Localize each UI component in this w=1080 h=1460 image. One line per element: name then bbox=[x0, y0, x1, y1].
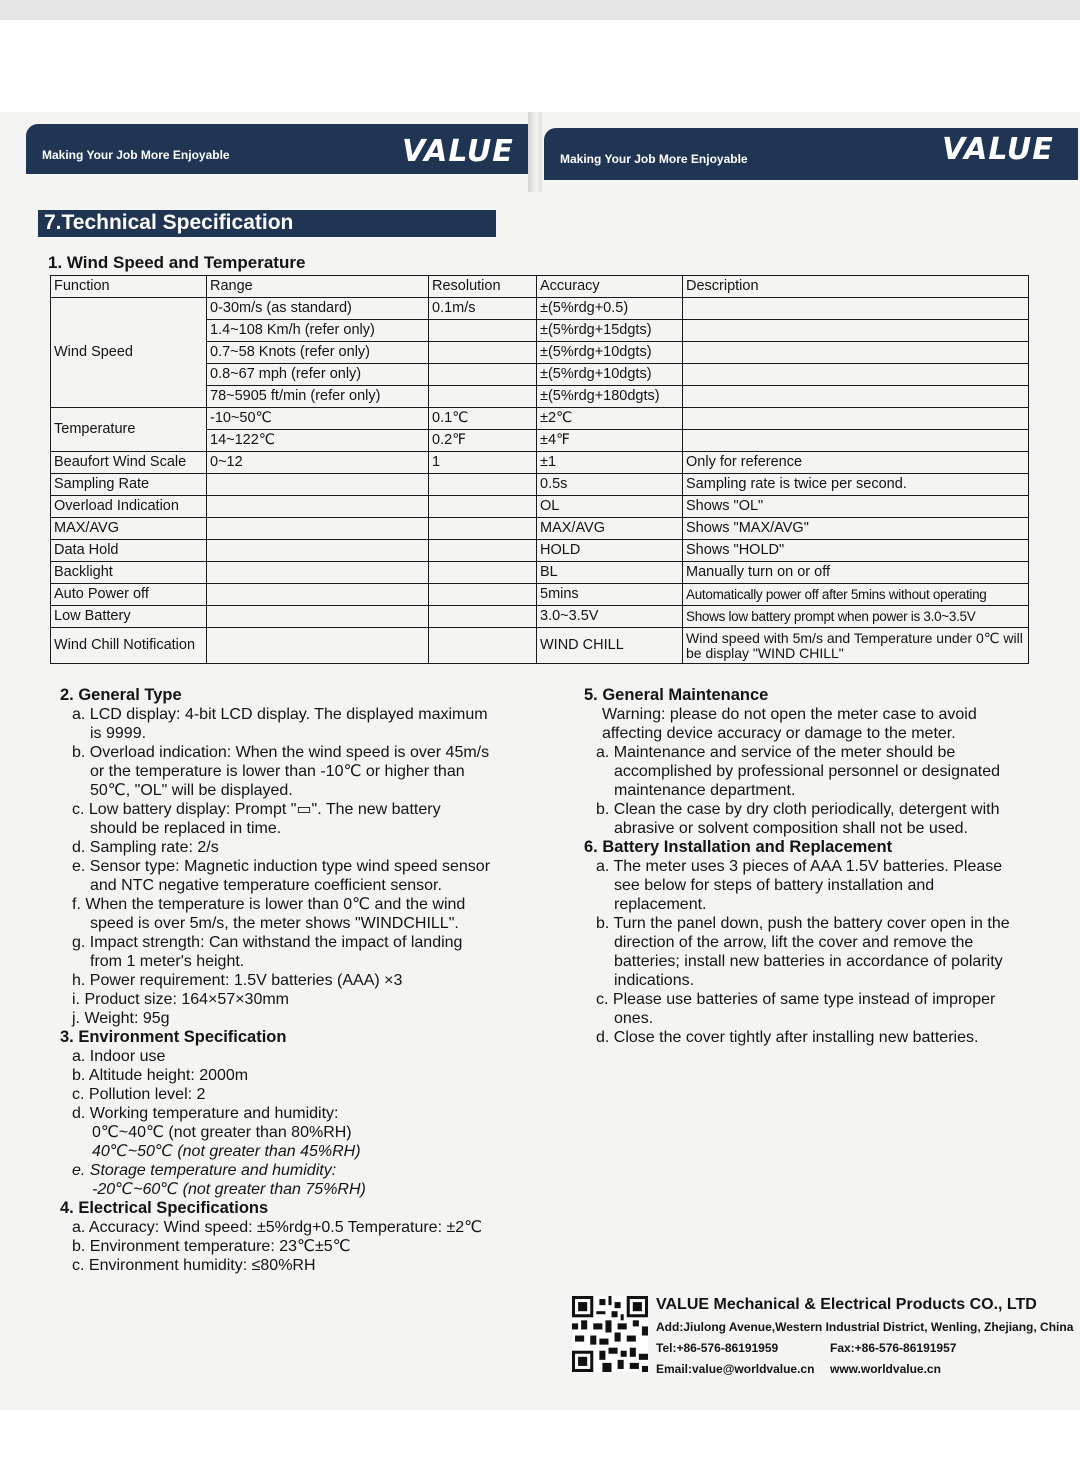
section-heading bbox=[38, 210, 496, 237]
function-cell: Temperature bbox=[51, 408, 207, 452]
list-item: g. Impact strength: Can withstand the impact of landing bbox=[72, 934, 463, 951]
list-item: see below for steps of battery installation and bbox=[614, 877, 935, 894]
list-item: ones. bbox=[614, 1010, 654, 1027]
table-cell: ±(5%rdg+0.5) bbox=[537, 298, 683, 320]
table-cell bbox=[429, 518, 537, 540]
function-cell: Wind Chill Notification bbox=[51, 628, 207, 664]
table-cell: ±(5%rdg+10dgts) bbox=[537, 364, 683, 386]
list-item: and NTC negative temperature coefficient sensor. bbox=[90, 877, 442, 894]
table-cell: 0.2℉ bbox=[429, 430, 537, 452]
table-cell: Manually turn on or off bbox=[683, 562, 1029, 584]
list-item: maintenance department. bbox=[614, 782, 796, 799]
table-cell bbox=[429, 562, 537, 584]
table-cell: ±(5%rdg+180dgts) bbox=[537, 386, 683, 408]
table-cell bbox=[429, 540, 537, 562]
table-row bbox=[51, 584, 1029, 606]
function-cell: Overload Indication bbox=[51, 496, 207, 518]
company-tel: Tel:+86-576-86191959 bbox=[656, 1341, 779, 1355]
table-row bbox=[51, 518, 1029, 540]
list-item: b. Turn the panel down, push the battery cover open in the bbox=[596, 915, 1010, 932]
list-item: e. Storage temperature and humidity: bbox=[72, 1162, 337, 1179]
table-row bbox=[51, 628, 1029, 664]
table-cell bbox=[683, 320, 1029, 342]
list-item: c. Low battery display: Prompt "▭". The new battery bbox=[72, 801, 441, 818]
table-cell: 0~12 bbox=[207, 452, 429, 474]
header-cell: Description bbox=[683, 276, 1029, 298]
table-cell: Shows "MAX/AVG" bbox=[683, 518, 1029, 540]
table-cell bbox=[683, 430, 1029, 452]
list-item: affecting device accuracy or damage to the meter. bbox=[602, 725, 956, 742]
right-column bbox=[584, 686, 1044, 1047]
table-row bbox=[51, 474, 1029, 496]
list-item: d. Sampling rate: 2/s bbox=[72, 839, 219, 856]
table-cell: 14~122℃ bbox=[207, 430, 429, 452]
left-header-band bbox=[26, 124, 528, 174]
table-cell bbox=[207, 606, 429, 628]
battery-heading: 6. Battery Installation and Replacement bbox=[584, 838, 893, 856]
table-cell: 3.0~3.5V bbox=[537, 606, 683, 628]
left-column bbox=[60, 686, 500, 1275]
right-logo: VALUE bbox=[942, 132, 1054, 167]
list-item: e. Sensor type: Magnetic induction type wind speed sensor bbox=[72, 858, 491, 875]
list-item: is 9999. bbox=[90, 725, 147, 742]
table-cell: ±1 bbox=[537, 452, 683, 474]
list-item: direction of the arrow, lift the cover and remove the bbox=[614, 934, 974, 951]
list-item: -20℃~60℃ (not greater than 75%RH) bbox=[92, 1181, 366, 1198]
function-cell: MAX/AVG bbox=[51, 518, 207, 540]
table-cell bbox=[429, 496, 537, 518]
left-tagline: Making Your Job More Enjoyable bbox=[42, 148, 230, 162]
general-type-heading: 2. General Type bbox=[60, 686, 182, 704]
list-item: b. Clean the case by dry cloth periodically, detergent with bbox=[596, 801, 1000, 818]
top-bar bbox=[0, 0, 1080, 20]
header-cell: Resolution bbox=[429, 276, 537, 298]
left-logo: VALUE bbox=[402, 134, 514, 169]
list-item: j. Weight: 95g bbox=[72, 1010, 170, 1027]
table-row bbox=[51, 298, 1029, 320]
header-cell: Range bbox=[207, 276, 429, 298]
table-cell: 0.5s bbox=[537, 474, 683, 496]
list-item: or the temperature is lower than -10℃ or higher than bbox=[90, 763, 465, 780]
table-cell bbox=[429, 606, 537, 628]
header-cell: Accuracy bbox=[537, 276, 683, 298]
table-cell: 0.1℃ bbox=[429, 408, 537, 430]
table-cell bbox=[683, 342, 1029, 364]
section-title: 7.Technical Specification bbox=[44, 211, 294, 234]
electrical-heading: 4. Electrical Specifications bbox=[60, 1199, 269, 1217]
table-cell: MAX/AVG bbox=[537, 518, 683, 540]
list-item: a. Maintenance and service of the meter should be bbox=[596, 744, 956, 761]
table-cell: ±2℃ bbox=[537, 408, 683, 430]
table-cell: 0.7~58 Knots (refer only) bbox=[207, 342, 429, 364]
list-item: c. Pollution level: 2 bbox=[72, 1086, 206, 1103]
function-cell: Sampling Rate bbox=[51, 474, 207, 496]
list-item: 40℃~50℃ (not greater than 45%RH) bbox=[92, 1143, 361, 1160]
table-cell bbox=[429, 474, 537, 496]
table-cell: 78~5905 ft/min (refer only) bbox=[207, 386, 429, 408]
list-item: a. The meter uses 3 pieces of AAA 1.5V batteries. Please bbox=[596, 858, 1003, 875]
company-website: www.worldvalue.cn bbox=[830, 1362, 941, 1376]
table-cell bbox=[683, 386, 1029, 408]
table-cell bbox=[429, 584, 537, 606]
maintenance-heading: 5. General Maintenance bbox=[584, 686, 769, 704]
company-fax: Fax:+86-576-86191957 bbox=[830, 1341, 957, 1355]
header-cell: Function bbox=[51, 276, 207, 298]
list-item: from 1 meter's height. bbox=[90, 953, 245, 970]
table-cell: WIND CHILL bbox=[537, 628, 683, 664]
function-cell: Auto Power off bbox=[51, 584, 207, 606]
list-item: c. Environment humidity: ≤80%RH bbox=[72, 1257, 316, 1274]
list-item: indications. bbox=[614, 972, 695, 989]
list-item: i. Product size: 164×57×30mm bbox=[72, 991, 290, 1008]
list-item: h. Power requirement: 1.5V batteries (AAA) ×3 bbox=[72, 972, 403, 989]
list-item: c. Please use batteries of same type instead of improper bbox=[596, 991, 996, 1008]
table-cell: HOLD bbox=[537, 540, 683, 562]
environment-heading: 3. Environment Specification bbox=[60, 1028, 287, 1046]
table-cell bbox=[683, 298, 1029, 320]
table-cell: Wind speed with 5m/s and Temperature under 0℃ will be display "WIND CHILL" bbox=[683, 628, 1029, 664]
company-name: VALUE Mechanical & Electrical Products CO., LTD bbox=[656, 1296, 1037, 1313]
function-cell: Low Battery bbox=[51, 606, 207, 628]
list-item: b. Overload indication: When the wind speed is over 45m/s bbox=[72, 744, 490, 761]
qr-code-icon bbox=[572, 1296, 648, 1372]
list-item: accomplished by professional personnel or designated bbox=[614, 763, 1001, 780]
table-row bbox=[51, 540, 1029, 562]
table-cell bbox=[207, 628, 429, 664]
company-address: Add:Jiulong Avenue,Western Industrial District, Wenling, Zhejiang, China bbox=[656, 1320, 1074, 1334]
table-title: 1. Wind Speed and Temperature bbox=[48, 253, 306, 272]
page-gutter bbox=[528, 112, 542, 192]
list-item: b. Altitude height: 2000m bbox=[72, 1067, 249, 1084]
table-cell: 0.1m/s bbox=[429, 298, 537, 320]
table-cell bbox=[207, 584, 429, 606]
list-item: f. When the temperature is lower than 0℃ and the wind bbox=[72, 896, 466, 913]
table-row bbox=[51, 452, 1029, 474]
table-cell: Sampling rate is twice per second. bbox=[683, 474, 1029, 496]
list-item: a. Indoor use bbox=[72, 1048, 166, 1065]
table-cell bbox=[207, 496, 429, 518]
list-item: d. Working temperature and humidity: bbox=[72, 1105, 339, 1122]
table-cell: 0-30m/s (as standard) bbox=[207, 298, 429, 320]
table-cell: Automatically power off after 5mins without operating bbox=[683, 584, 1029, 606]
table-cell bbox=[683, 364, 1029, 386]
list-item: Warning: please do not open the meter case to avoid bbox=[602, 706, 977, 723]
table-row bbox=[51, 408, 1029, 430]
table-cell: OL bbox=[537, 496, 683, 518]
list-item: abrasive or solvent composition shall not be used. bbox=[614, 820, 968, 837]
spec-table bbox=[50, 275, 1029, 664]
function-cell: Beaufort Wind Scale bbox=[51, 452, 207, 474]
table-cell: 1.4~108 Km/h (refer only) bbox=[207, 320, 429, 342]
table-cell bbox=[429, 386, 537, 408]
right-header-band bbox=[544, 128, 1078, 180]
company-email: Email:value@worldvalue.cn bbox=[656, 1362, 815, 1376]
table-header-row bbox=[51, 276, 1029, 298]
list-item: should be replaced in time. bbox=[90, 820, 282, 837]
table-cell: ±(5%rdg+10dgts) bbox=[537, 342, 683, 364]
list-item: 0℃~40℃ (not greater than 80%RH) bbox=[92, 1124, 352, 1141]
list-item: a. Accuracy: Wind speed: ±5%rdg+0.5 Temperature: ±2℃ bbox=[72, 1219, 483, 1236]
table-cell bbox=[207, 518, 429, 540]
function-cell: Wind Speed bbox=[51, 298, 207, 408]
table-cell: 0.8~67 mph (refer only) bbox=[207, 364, 429, 386]
function-cell: Data Hold bbox=[51, 540, 207, 562]
table-cell bbox=[683, 408, 1029, 430]
table-row bbox=[51, 496, 1029, 518]
table-row bbox=[51, 606, 1029, 628]
table-cell: -10~50℃ bbox=[207, 408, 429, 430]
table-cell: ±(5%rdg+15dgts) bbox=[537, 320, 683, 342]
table-cell bbox=[207, 562, 429, 584]
function-cell: Backlight bbox=[51, 562, 207, 584]
table-cell bbox=[429, 364, 537, 386]
table-cell: 5mins bbox=[537, 584, 683, 606]
table-cell: Shows "HOLD" bbox=[683, 540, 1029, 562]
list-item: speed is over 5m/s, the meter shows "WINDCHILL". bbox=[90, 915, 459, 932]
list-item: replacement. bbox=[614, 896, 707, 913]
list-item: d. Close the cover tightly after installing new batteries. bbox=[596, 1029, 979, 1046]
right-tagline: Making Your Job More Enjoyable bbox=[560, 152, 748, 166]
list-item: batteries; install new batteries in accordance of polarity bbox=[614, 953, 1003, 970]
table-cell: BL bbox=[537, 562, 683, 584]
table-cell: 1 bbox=[429, 452, 537, 474]
table-row bbox=[51, 562, 1029, 584]
table-cell bbox=[429, 342, 537, 364]
table-cell: Shows low battery prompt when power is 3.0~3.5V bbox=[683, 606, 1029, 628]
table-cell: ±4℉ bbox=[537, 430, 683, 452]
table-cell bbox=[207, 540, 429, 562]
list-item: a. LCD display: 4-bit LCD display. The displayed maximum bbox=[72, 706, 488, 723]
table-cell bbox=[429, 320, 537, 342]
table-cell bbox=[429, 628, 537, 664]
list-item: b. Environment temperature: 23℃±5℃ bbox=[72, 1238, 351, 1255]
table-cell: Shows "OL" bbox=[683, 496, 1029, 518]
table-cell bbox=[207, 474, 429, 496]
list-item: 50℃, "OL" will be displayed. bbox=[90, 782, 293, 799]
table-cell: Only for reference bbox=[683, 452, 1029, 474]
